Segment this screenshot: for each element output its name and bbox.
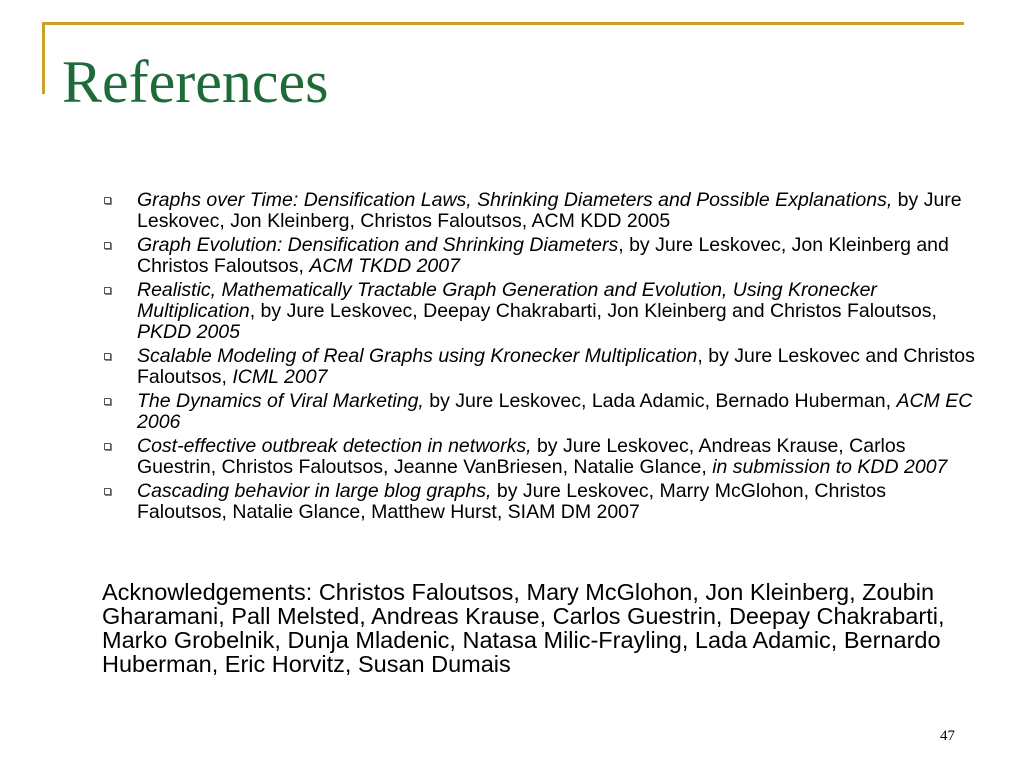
reference-authors: , by Jure Leskovec, Jon Kleinberg and Christos Faloutsos,	[137, 234, 949, 277]
reference-list	[96, 190, 976, 526]
reference-authors: , by Jure Leskovec, Deepay Chakrabarti, Jon Kleinberg and Christos Faloutsos,	[249, 300, 937, 322]
reference-venue: ACM TKDD 2007	[309, 255, 460, 277]
reference-title: Realistic, Mathematically Tractable Graph Generation and Evolution, Using Kronecker Multiplication	[137, 279, 877, 322]
square-bullet-icon	[104, 242, 111, 249]
square-bullet-icon	[104, 197, 111, 204]
square-bullet-icon	[104, 443, 111, 450]
reference-title: Scalable Modeling of Real Graphs using Kronecker Multiplication	[137, 345, 698, 367]
reference-title: The Dynamics of Viral Marketing,	[137, 390, 424, 412]
reference-item-1	[96, 190, 976, 232]
reference-title: Cascading behavior in large blog graphs,	[137, 480, 492, 502]
frame-top-rule	[42, 22, 964, 25]
reference-venue: ICML 2007	[232, 366, 328, 388]
acknowledgements-text: Acknowledgements: Christos Faloutsos, Mary McGlohon, Jon Kleinberg, Zoubin Gharamani, Pall Melsted, Andreas Krause, Carlos Guestrin, Deepay Chakrabarti, Marko Grobelnik, Dunja Mladenic, Natasa Milic-Frayling, Lada Adamic, Bernardo Huberman, Eric Horvitz, Susan Dumais	[102, 579, 945, 677]
reference-venue: PKDD 2005	[137, 321, 240, 343]
square-bullet-icon	[104, 353, 111, 360]
square-bullet-icon	[104, 398, 111, 405]
reference-title: Graph Evolution: Densification and Shrinking Diameters	[137, 234, 619, 256]
reference-authors: , by Jure Leskovec and Christos Faloutsos,	[137, 345, 975, 388]
slide-title: References	[62, 49, 329, 115]
reference-item-4	[96, 346, 976, 388]
reference-authors: by Jure Leskovec, Marry McGlohon, Christos Faloutsos, Natalie Glance, Matthew Hurst, SIAM DM 2007	[137, 480, 886, 523]
reference-item-5	[96, 391, 976, 433]
reference-authors: by Jure Leskovec, Jon Kleinberg, Christos Faloutsos, ACM KDD 2005	[137, 189, 962, 232]
reference-authors: by Jure Leskovec, Lada Adamic, Bernado Huberman,	[423, 390, 897, 412]
reference-item-6	[96, 436, 976, 478]
frame-left-rule	[42, 22, 45, 94]
reference-title: Graphs over Time: Densification Laws, Shrinking Diameters and Possible Explanations,	[137, 189, 893, 211]
reference-authors: by Jure Leskovec, Andreas Krause, Carlos Guestrin, Christos Faloutsos, Jeanne VanBriesen, Natalie Glance,	[137, 435, 906, 478]
page-number: 47	[940, 728, 955, 744]
reference-item-2	[96, 235, 976, 277]
reference-item-3	[96, 280, 976, 343]
reference-venue: in submission to KDD 2007	[712, 456, 948, 478]
reference-title: Cost-effective outbreak detection in networks,	[137, 435, 532, 457]
square-bullet-icon	[104, 488, 111, 495]
square-bullet-icon	[104, 287, 111, 294]
reference-venue: ACM EC 2006	[137, 390, 973, 433]
reference-item-7	[96, 481, 976, 523]
